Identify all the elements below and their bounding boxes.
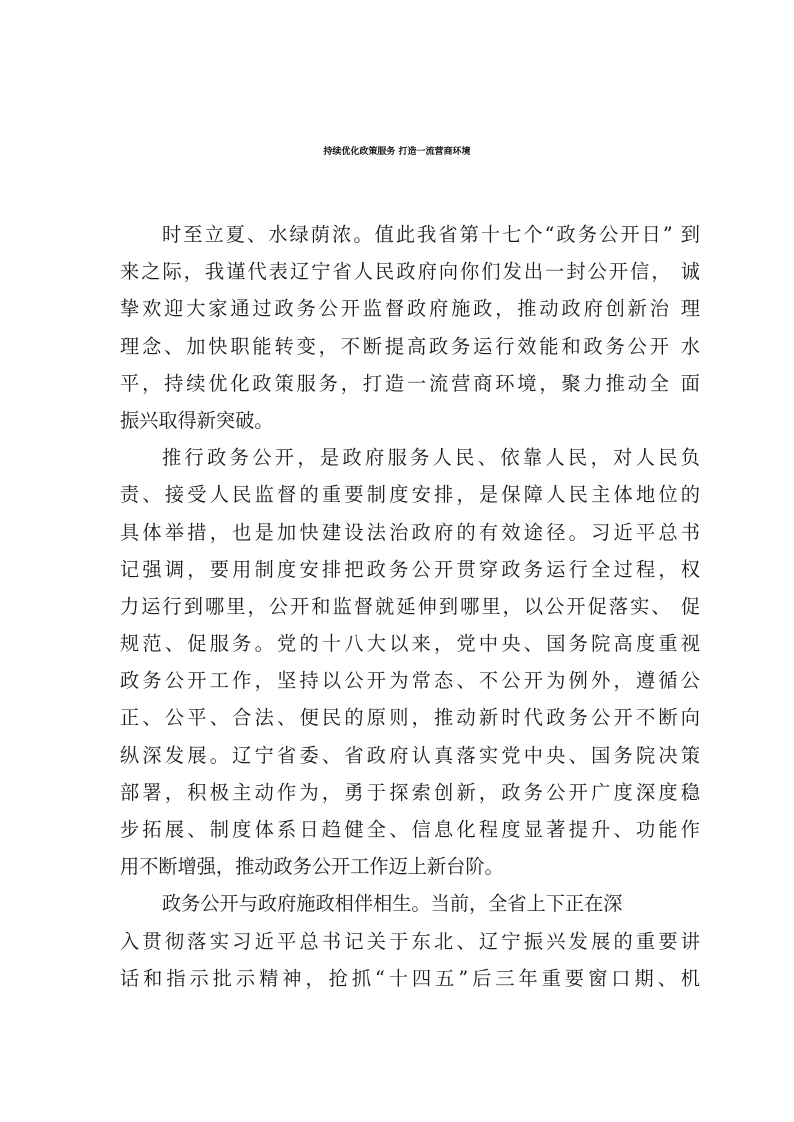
- body-line: 平，持续优化政策服务，打造一流营商环境，聚力推动全 面: [120, 371, 700, 395]
- body-line: 振兴取得新突破。: [120, 408, 274, 432]
- document-body: [120, 216, 700, 997]
- body-line: 具体举措，也是加快建设法治政府的有效途径。习近平总书: [120, 520, 700, 544]
- body-line: 部署，积极主动作为，勇于探索创新，政务公开广度深度稳: [120, 780, 700, 804]
- body-line: 力运行到哪里，公开和监督就延伸到哪里，以公开促落实、 促: [120, 594, 700, 618]
- body-line: 来之际，我谨代表辽宁省人民政府向你们发出一封公开信， 诚: [120, 260, 700, 284]
- body-line: 规范、促服务。党的十八大以来，党中央、国务院高度重视: [120, 632, 700, 656]
- body-line: 记强调，要用制度安排把政务公开贯穿政务运行全过程，权: [120, 557, 700, 581]
- body-line: 推行政务公开，是政府服务人民、依靠人民，对人民负: [162, 446, 700, 470]
- body-line: 挚欢迎大家通过政务公开监督政府施政，推动政府创新治 理: [120, 297, 700, 321]
- body-line: 步拓展、制度体系日趋健全、信息化程度显著提升、功能作: [120, 818, 700, 841]
- body-line: 用不断增强，推动政务公开工作迈上新台阶。: [120, 855, 504, 879]
- body-line: 时至立夏、水绿荫浓。值此我省第十七个“政务公开日” 到: [162, 223, 700, 246]
- body-line: 纵深发展。辽宁省委、省政府认真落实党中央、国务院决策: [120, 743, 700, 767]
- body-line: 正、公平、合法、便民的原则，推动新时代政务公开不断向: [120, 706, 700, 730]
- body-line: 话和指示批示精神，抢抓“十四五”后三年重要窗口期、机: [120, 966, 700, 990]
- body-line: 政务公开工作，坚持以公开为常态、不公开为例外，遵循公: [120, 669, 700, 693]
- body-line: 政务公开与政府施政相伴相生。当前，全省上下正在深: [162, 892, 623, 916]
- body-line: 理念、加快职能转变，不断提高政务运行效能和政务公开 水: [120, 334, 700, 358]
- body-line: 责、接受人民监督的重要制度安排，是保障人民主体地位的: [120, 483, 700, 507]
- document-title: 持续优化政策服务 打造一流营商环境: [323, 147, 471, 157]
- body-line: 入贯彻落实习近平总书记关于东北、辽宁振兴发展的重要讲: [120, 929, 700, 953]
